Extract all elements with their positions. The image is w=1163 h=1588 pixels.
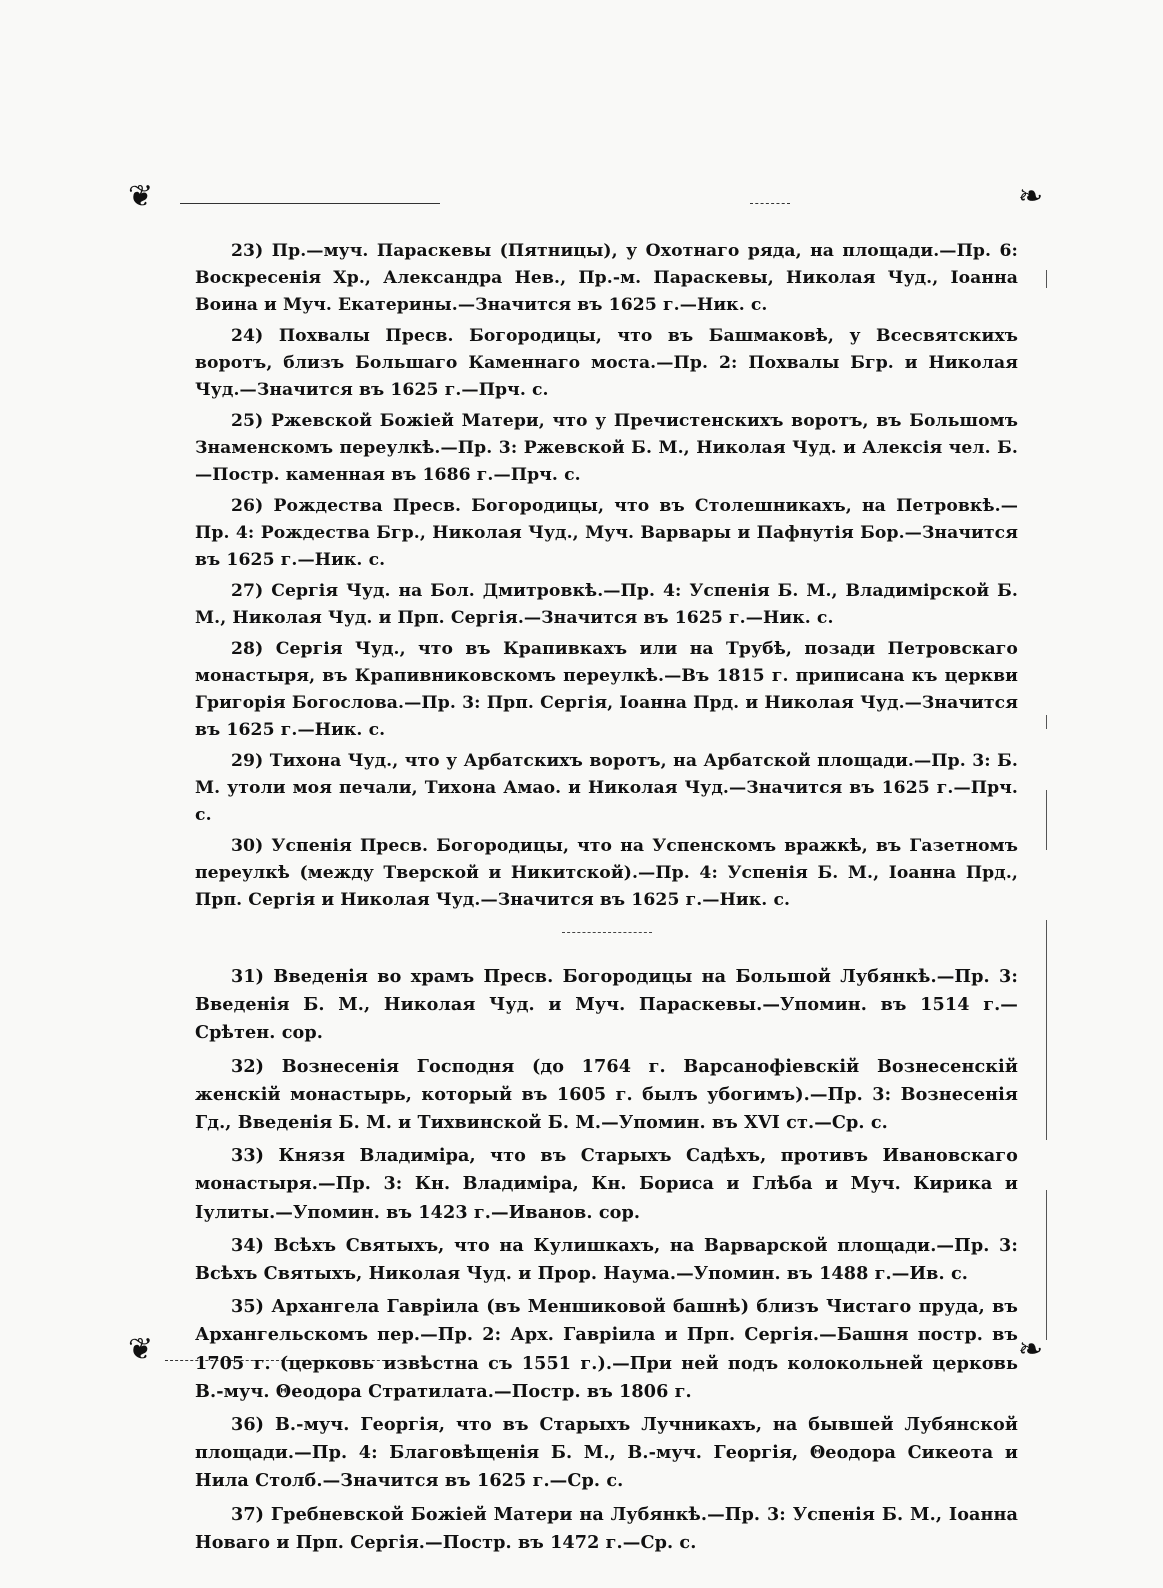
right-margin-mark (1046, 920, 1047, 1140)
top-frame-rule-fragment (750, 203, 790, 204)
right-margin-mark (1046, 715, 1047, 729)
entry-34: 34) Всѣхъ Святыхъ, что на Кулишкахъ, на Варварской площади.—Пр. 3: Всѣхъ Святыхъ, Николая Чуд. и Прор. Наума.—Упомин. въ 1488 г.—Ив. с. (195, 1234, 1018, 1285)
top-frame-rule (180, 203, 440, 204)
right-margin-mark (1046, 1190, 1047, 1340)
top-right-ornament-icon: ❧ (1018, 179, 1044, 214)
entry-28: 28) Сергія Чуд., что въ Крапивкахъ или на Трубѣ, позади Петровскаго монастыря, въ Крапивниковскомъ переулкѣ.—Въ 1815 г. приписана къ церкви Григорія Богослова.—Пр. 3: Прп. Сергія, Іоанна Прд. и Николая Чуд.—Значится въ 1625 г.—Ник. с. (195, 639, 1018, 740)
entry-30: 30) Успенія Пресв. Богородицы, что на Успенскомъ вражкѣ, въ Газетномъ переулкѣ (между Тверской и Никитской).—Пр. 4: Успенія Б. М., Іоанна Прд., Прп. Сергія и Николая Чуд.—Значится въ 1625 г.—Ник. с. (195, 836, 1018, 910)
entry-36: 36) В.-муч. Георгія, что въ Старыхъ Лучникахъ, на бывшей Лубянской площади.—Пр. 4: Благовѣщенія Б. М., В.-муч. Георгія, Θеодора Сикеота и Нила Столб.—Значится въ 1625 г.—Ср. с. (195, 1414, 1018, 1492)
entry-33: 33) Князя Владиміра, что въ Старыхъ Садѣхъ, противъ Ивановскаго монастыря.—Пр. 3: Кн. Владиміра, Кн. Бориса и Глѣба и Муч. Кирика и Іулиты.—Упомин. въ 1423 г.—Иванов. сор. (195, 1145, 1018, 1223)
right-margin-mark (1046, 270, 1047, 288)
entry-37: 37) Гребневской Божіей Матери на Лубянкѣ.—Пр. 3: Успенія Б. М., Іоанна Новаго и Прп. Сергія.—Постр. въ 1472 г.—Ср. с. (195, 1503, 1018, 1553)
text-column (195, 238, 1018, 1562)
entry-25: 25) Ржевской Божіей Матери, что у Пречистенскихъ воротъ, въ Большомъ Знаменскомъ переулкѣ.—Пр. 3: Ржевской Б. М., Николая Чуд. и Алексія чел. Б.—Постр. каменная въ 1686 г.—Прч. с. (195, 411, 1018, 485)
entry-24: 24) Похвалы Пресв. Богородицы, что въ Башмаковѣ, у Всесвятскихъ воротъ, близъ Большаго Каменнаго моста.—Пр. 2: Похвалы Бгр. и Николая Чуд.—Значится въ 1625 г.—Прч. с. (195, 326, 1018, 400)
entry-31: 31) Введенія во храмъ Пресв. Богородицы на Большой Лубянкѣ.—Пр. 3: Введенія Б. М., Николая Чуд. и Муч. Параскевы.—Упомин. въ 1514 г.—Срѣтен. сор. (195, 966, 1018, 1044)
entry-23: 23) Пр.—муч. Параскевы (Пятницы), у Охотнаго ряда, на площади.—Пр. 6: Воскресенія Хр., Александра Нев., Пр.-м. Параскевы, Николая Чуд., Іоанна Воина и Муч. Екатерины.—Значится въ 1625 г.—Ник. с. (195, 241, 1018, 315)
bottom-right-ornament-icon: ❧ (1018, 1332, 1044, 1367)
entry-32: 32) Вознесенія Господня (до 1764 г. Варсанофіевскій Вознесенскій женскій монастырь, который въ 1605 г. былъ убогимъ).—Пр. 3: Вознесенія Гд., Введенія Б. М. и Тихвинской Б. М.—Упомин. въ XVI ст.—Ср. с. (195, 1055, 1018, 1134)
bottom-left-ornament-icon: ❦ (128, 1332, 154, 1367)
entry-35: 35) Архангела Гавріила (въ Меншиковой башнѣ) близъ Чистаго пруда, въ Архангельскомъ пер.—Пр. 2: Арх. Гавріила и Прп. Сергія.—Башня постр. въ 1705 г. (церковь извѣстна съ 1551 г.).—При ней подъ колокольней церковь В.-муч. Θеодора Стратилата.—Постр. въ 1806 г. (195, 1296, 1018, 1402)
right-margin-mark (1046, 790, 1047, 850)
entry-27: 27) Сергія Чуд. на Бол. Дмитровкѣ.—Пр. 4: Успенія Б. М., Владимірской Б. М., Николая Чуд. и Прп. Сергія.—Значится въ 1625 г.—Ник. с. (195, 581, 1018, 628)
section-divider (562, 932, 652, 933)
entry-26: 26) Рождества Пресв. Богородицы, что въ Столешникахъ, на Петровкѣ.—Пр. 4: Рождества Бгр., Николая Чуд., Муч. Варвары и Пафнутія Бор.—Значится въ 1625 г.—Ник. с. (195, 496, 1018, 570)
entry-29: 29) Тихона Чуд., что у Арбатскихъ воротъ, на Арбатской площади.—Пр. 3: Б. М. утоли моя печали, Тихона Амао. и Николая Чуд.—Значится въ 1625 г.—Прч. с. (195, 751, 1018, 825)
top-left-ornament-icon: ❦ (128, 179, 154, 214)
